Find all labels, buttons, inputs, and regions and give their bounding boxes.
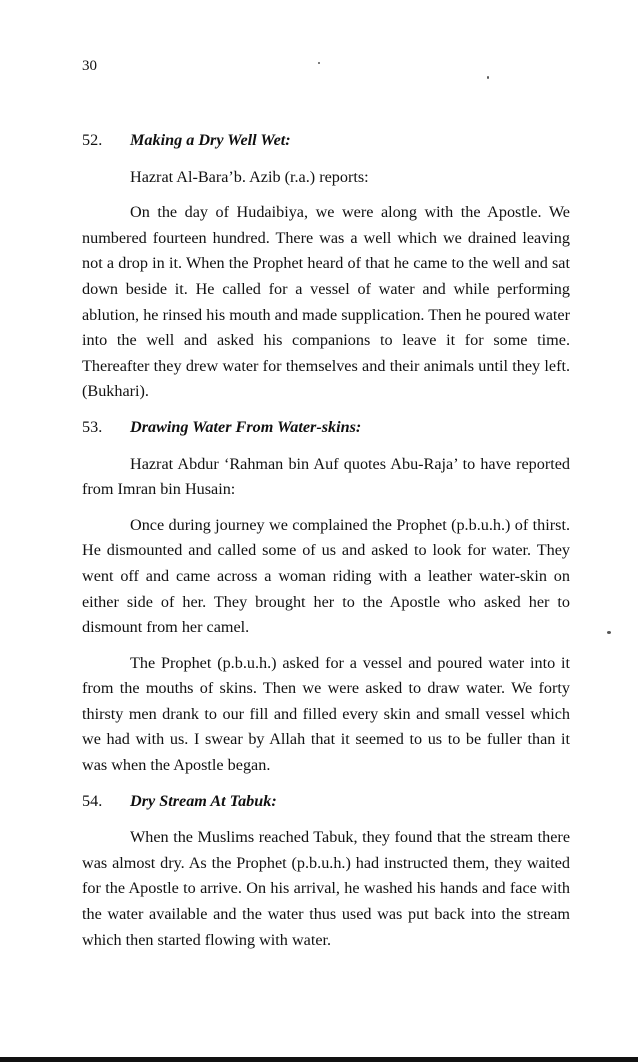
- section-number: 53.: [82, 417, 103, 436]
- paragraph: When the Muslims reached Tabuk, they found that the stream there was almost dry. As the Prophet (p.b.u.h.) had instructed them, they waited for the Apostle to arrive. On his arrival, he washed his hands and face with the water available and the water thus used was put back into the stream which then started flowing with water.: [82, 828, 570, 949]
- paragraph: Once during journey we complained the Prophet (p.b.u.h.) of thirst. He dismounted and called some of us and asked to look for water. They went off and came across a woman riding with a leather water-skin on either side of her. They brought her to the Apostle who asked her to dismount from her camel.: [82, 515, 570, 637]
- page-number: 30: [82, 58, 97, 74]
- paragraph: Hazrat Al-Bara’b. Azib (r.a.) reports:: [130, 167, 369, 186]
- section-heading: [82, 789, 570, 815]
- section-54: [82, 789, 570, 954]
- section-53: [82, 415, 570, 779]
- scan-speck: [607, 631, 611, 634]
- scan-speck: [318, 62, 320, 64]
- scan-bottom-edge: [0, 1057, 638, 1062]
- section-heading: [82, 415, 570, 441]
- section-52: [82, 128, 570, 405]
- paragraph: On the day of Hudaibiya, we were along with the Apostle. We numbered fourteen hundred. There was a well which we drained leaving not a drop in it. When the Prophet heard of that he came to the well and sat down beside it. He called for a vessel of water and while performing ablution, he rinsed his mouth and made supplication. Then he poured water into the well and asked his companions to leave it for some time. Thereafter they drew water for themselves and their animals until they left. (Bukhari).: [82, 203, 570, 401]
- section-heading: [82, 128, 570, 154]
- section-number: 54.: [82, 791, 103, 810]
- section-title: Making a Dry Well Wet:: [130, 131, 291, 149]
- scan-speck: [487, 76, 489, 79]
- page-content: [82, 128, 570, 963]
- paragraph: The Prophet (p.b.u.h.) asked for a vessel and poured water into it from the mouths of skins. Then we were asked to draw water. We forty thirsty men drank to our fill and filled every skin and small vessel which we had with us. I swear by Allah that it seemed to us to be fuller than it was when the Apostle began.: [82, 653, 570, 775]
- section-number: 52.: [82, 131, 103, 149]
- paragraph: Hazrat Abdur ‘Rahman bin Auf quotes Abu-Raja’ to have reported from Imran bin Husain:: [82, 454, 570, 499]
- section-title: Dry Stream At Tabuk:: [130, 791, 277, 810]
- section-title: Drawing Water From Water-skins:: [130, 417, 362, 436]
